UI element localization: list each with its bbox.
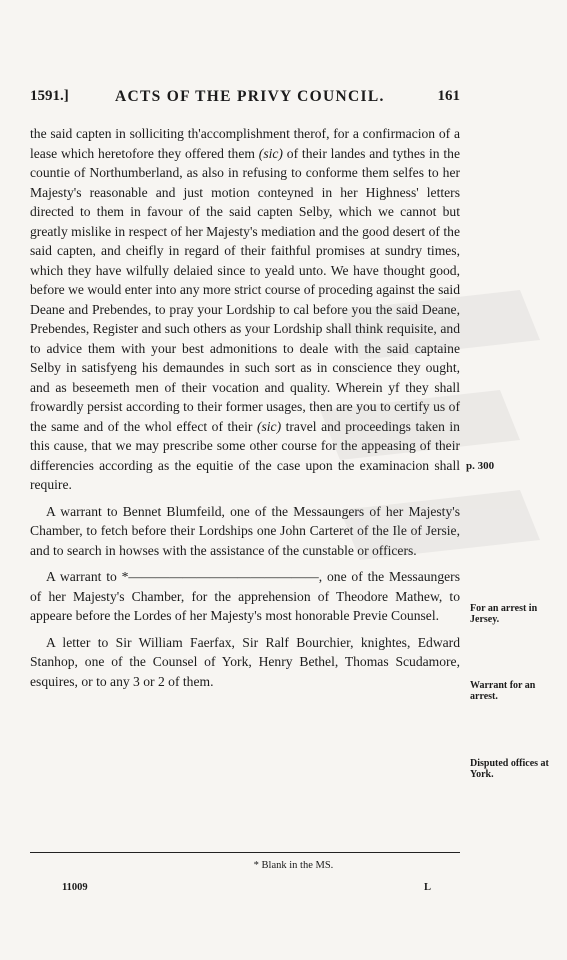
sic-marker: (sic) xyxy=(256,418,282,434)
paragraph-text: of their landes and tythes in the countie of Northumberland, as also in refusing to conforme them selfes to her Majesty's reasonable and just motion conteyned in her Highness' letters directed to them in favour of the said capten Selby, which we cannot but greatly mislike in respect of her Majesty's mediation and the good desert of the said capten, and cheifly in regard of their faithful promises at sundry times, which they have wilfully delaied since to yeald unto. We have thought good, before we would enter into any more strict course of proceding against the said Deane and Prebendes, to pray your Lordship to cal before you the said Deane, Prebendes, Register and such others as your Lordship shall think requisite, and to advice them with your best admonitions to deale with the said captaine Selby in satisfyeng his demaundes in such sort as in conscience they ought, and as beseemeth men of their vocation and quality. Wherein yf they shall frowardly persist according to their former usages, then are you to certify us of the same and of the whol effect of their xyxy=(30,145,460,434)
margin-note-disputed-offices: Disputed offices at York. xyxy=(470,758,549,780)
paragraph-text: A warrant to Bennet Blumfeild, one of the Messaungers of her Majesty's Chamber, to fetch before their Lordships one John Carteret of the Ile of Jersie, and to search in howses with the assistance of the cunstable or officers. xyxy=(30,503,460,558)
paragraph-text: A warrant to *——————————————, one of the Messaungers of her Majesty's Chamber, for the apprehension of Theodore Mathew, to appeare before the Lordes of her Majesty's most honorable Previe Counsel. xyxy=(30,569,460,623)
paragraph-4 xyxy=(30,633,460,692)
paragraph-text: the said capten in solliciting th'accomplishment therof, for a confirmacion of a lease which heretofore they offered them xyxy=(30,126,460,161)
body-text xyxy=(30,124,460,691)
footnote-rule xyxy=(30,852,460,853)
printer-code: 11009 xyxy=(62,882,88,893)
paragraph-3 xyxy=(30,567,460,626)
footnote xyxy=(0,860,567,871)
paragraph-text: travel and proceedings taken in this cause, that we may prescribe some other course for the appeasing of their differencies according as the equitie of the case upon the examinacion shall require. xyxy=(30,418,460,492)
running-head xyxy=(30,88,460,110)
running-head-year: 1591.] xyxy=(30,88,69,104)
margin-note-warrant-arrest: Warrant for an arrest. xyxy=(470,680,536,702)
margin-note-arrest-jersey: For an arrest in Jersey. xyxy=(470,603,538,625)
running-head-title: ACTS OF THE PRIVY COUNCIL. xyxy=(115,88,385,105)
paragraph-text: A letter to Sir William Faerfax, Sir Ralf Bourchier, knightes, Edward Stanhop, one of the Counsel of York, Henry Bethel, Thomas Scudamore, esquires, or to any 3 or 2 of them. xyxy=(30,634,460,689)
margin-page-reference: p. 300 xyxy=(466,460,495,472)
paragraph-2 xyxy=(30,502,460,561)
sic-marker: (sic) xyxy=(258,145,283,161)
signature-mark: L xyxy=(424,882,432,893)
paragraph-1 xyxy=(30,124,460,495)
page-number: 161 xyxy=(437,88,460,104)
footnote-text: * Blank in the MS. xyxy=(253,860,334,871)
